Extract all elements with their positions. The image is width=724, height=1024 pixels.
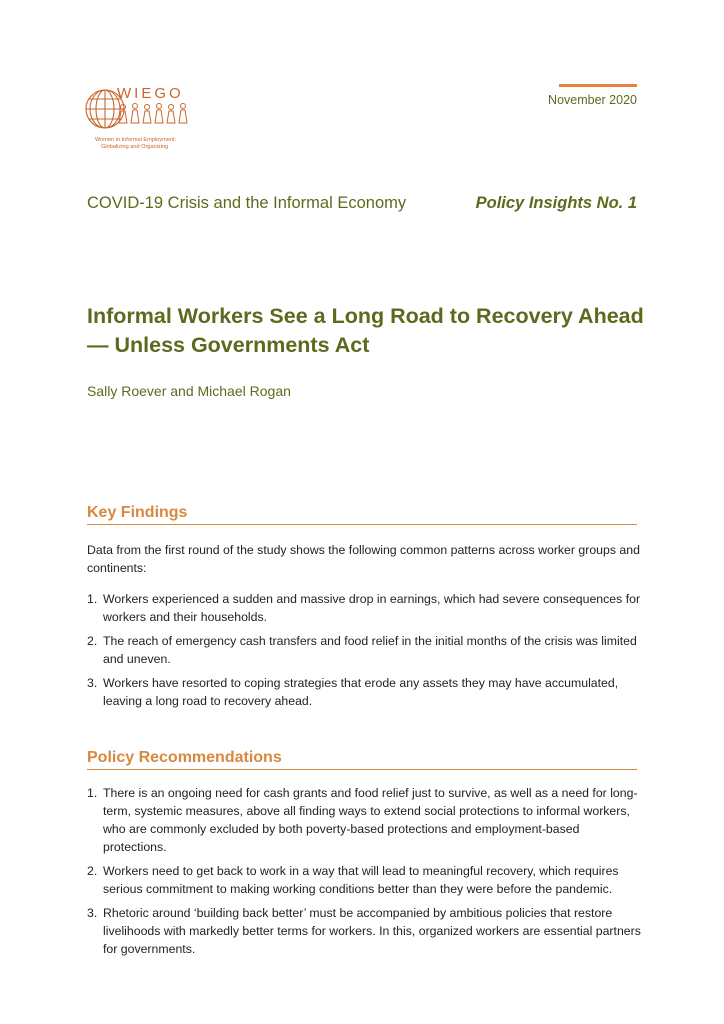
policy-recommendations-list	[87, 784, 642, 964]
document-title: Informal Workers See a Long Road to Recovery Ahead — Unless Governments Act	[87, 304, 644, 357]
list-item	[87, 784, 642, 856]
list-item	[87, 674, 642, 710]
key-findings-heading	[87, 504, 637, 525]
list-item-number: 1.	[87, 786, 98, 800]
logo-tagline	[95, 137, 176, 151]
list-item	[87, 862, 642, 898]
list-item-number: 1.	[87, 592, 98, 606]
publication-date: November 2020	[548, 93, 637, 107]
logo-wordmark: WIEGO	[117, 85, 184, 102]
authors: Sally Roever and Michael Rogan	[87, 383, 291, 399]
logo-tagline-line-2: Globalizing and Organizing	[101, 144, 169, 150]
list-item	[87, 904, 642, 958]
key-findings-list	[87, 590, 642, 716]
list-item-text: Workers need to get back to work in a way that will lead to meaningful recovery, which requires serious commitment to making working conditions better than they were before the pandemic.	[103, 864, 619, 896]
list-item-number: 2.	[87, 634, 98, 648]
key-findings-heading-text: Key Findings	[87, 504, 188, 521]
list-item-number: 2.	[87, 864, 98, 878]
list-item-text: Workers experienced a sudden and massive drop in earnings, which had severe consequences for workers and their households.	[103, 592, 641, 624]
list-item	[87, 632, 642, 668]
list-item-text: There is an ongoing need for cash grants and food relief just to survive, as well as a need for long-term, systemic measures, above all finding ways to extend social protections to informal workers, who are commonly excluded by both poverty-based protections and employment-based protections.	[103, 786, 638, 854]
series-title: COVID-19 Crisis and the Informal Economy	[87, 194, 407, 212]
date-rule	[559, 84, 637, 87]
list-item-text: Rhetoric around ‘building back better’ must be accompanied by ambitious policies that restore livelihoods with markedly better terms for workers. In this, organized workers are essential partners for governments.	[103, 906, 641, 956]
policy-recommendations-heading-text: Policy Recommendations	[87, 749, 282, 766]
logo-tagline-line-1: Women in Informal Employment:	[95, 137, 177, 143]
wiego-logo	[85, 85, 205, 157]
key-findings-intro: Data from the first round of the study shows the following common patterns across worker groups and continents:	[87, 543, 640, 575]
list-item-text: The reach of emergency cash transfers and food relief in the initial months of the crisis was limited and uneven.	[103, 634, 637, 666]
list-item-text: Workers have resorted to coping strategies that erode any assets they may have accumulated, leaving a long road to recovery ahead.	[103, 676, 619, 708]
list-item-number: 3.	[87, 906, 98, 920]
policy-recommendations-heading	[87, 749, 637, 770]
list-item-number: 3.	[87, 676, 98, 690]
list-item	[87, 590, 642, 626]
policy-number: Policy Insights No. 1	[475, 194, 637, 212]
